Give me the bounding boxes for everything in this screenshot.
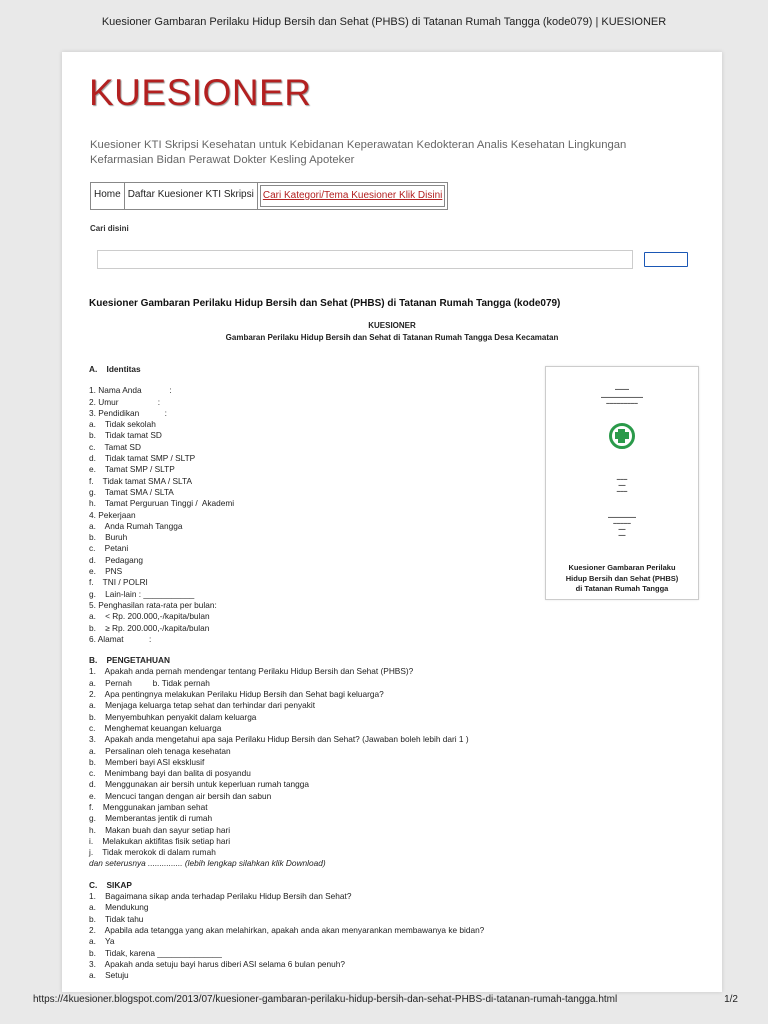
search-label: Cari disini (90, 224, 129, 233)
print-footer (33, 994, 738, 1005)
questionnaire-heading (62, 320, 722, 344)
list-item: j. Tidak merokok di dalam rumah (89, 847, 216, 858)
list-item: b. Buruh (89, 532, 128, 543)
list-item: 4. Pekerjaan (89, 509, 136, 520)
list-item: 3. Apakah anda setuju bayi harus diberi ASI selama 6 bulan penuh? (89, 958, 345, 969)
list-item: i. Melakukan aktifitas fisik setiap hari (89, 835, 231, 846)
section-c-list (89, 891, 669, 981)
thumbnail-caption-line: di Tatanan Rumah Tangga (575, 584, 669, 593)
list-item: f. Tidak tamat SMA / SLTA (89, 475, 192, 486)
list-item: f. Menggunakan jamban sehat (89, 801, 208, 812)
list-item: b. Tidak tahu (89, 913, 144, 924)
list-item: a. Menjaga keluarga tetap sehat dan terhindar dari penyakit (89, 700, 316, 711)
list-item: b. ≥ Rp. 200.000,-/kapita/bulan (89, 622, 210, 633)
blog-title[interactable]: KUESIONER (89, 72, 312, 113)
section-c-title: C. SIKAP (89, 879, 132, 890)
list-item: d. Tidak tamat SMP / SLTP (89, 453, 196, 464)
blog-description: Kuesioner KTI Skripsi Kesehatan untuk Kebidanan Keperawatan Kedokteran Analis Kesehatan Lingkungan Kefarmasian Bidan Perawat Dokter Kesling Apoteker (90, 139, 627, 166)
list-item: 2. Apa pentingnya melakukan Perilaku Hidup Bersih dan Sehat bagi keluarga? (89, 689, 384, 700)
blog-page (62, 52, 722, 992)
print-header: Kuesioner Gambaran Perilaku Hidup Bersih dan Sehat (PHBS) di Tatanan Rumah Tangga (kode079) | KUESIONER (101, 16, 667, 28)
download-note: dan seterusnya ............... (lebih lengkap silahkan klik Download) (89, 858, 326, 869)
nav-list-link[interactable]: Daftar Kuesioner KTI Skripsi (125, 183, 258, 209)
search-input[interactable] (97, 250, 633, 269)
list-item: a. Persalinan oleh tenaga kesehatan (89, 745, 231, 756)
list-item: c. Menghemat keuangan keluarga (89, 722, 222, 733)
section-b-list (89, 666, 669, 858)
nav-home-link[interactable]: Home (91, 183, 125, 209)
list-item: d. Menggunakan air bersih untuk keperluan rumah tangga (89, 779, 310, 790)
list-item: b. Tidak tamat SD (89, 430, 162, 441)
nav-category-link[interactable]: Cari Kategori/Tema Kuesioner Klik Disini (260, 185, 446, 207)
list-item: h. Makan buah dan sayur setiap hari (89, 824, 231, 835)
list-item: a. Pernah b. Tidak pernah (89, 677, 210, 688)
list-item: c. Petani (89, 543, 129, 554)
thumbnail-caption-line: Hidup Bersih dan Sehat (PHBS) (565, 573, 679, 583)
section-b-title: B. PENGETAHUAN (89, 655, 170, 666)
health-logo-icon (609, 423, 635, 449)
questionnaire-heading-subtitle: Gambaran Perilaku Hidup Bersih dan Sehat di Tatanan Rumah Tangga Desa Kecamatan (225, 333, 559, 342)
list-item: e. Mencuci tangan dengan air bersih dan sabun (89, 790, 272, 801)
list-item: g. Memberantas jentik di rumah (89, 813, 213, 824)
thumbnail-caption-line: Kuesioner Gambaran Perilaku (568, 563, 676, 572)
document-thumbnail[interactable]: ▬▬▬▬ ▬▬▬▬▬▬▬▬▬▬▬▬ ▬▬▬▬▬▬▬▬▬ ▬▬▬ ▬▬ ▬▬▬ ▬▬▬▬▬▬▬▬ ▬▬▬▬▬ ▬▬ ▬▬ Kuesioner Gambaran Perilaku Hidup Bersih dan Sehat (PHBS) di Tatanan Rumah Tangga (545, 366, 699, 600)
nav-bar (90, 182, 448, 210)
thumbnail-caption (546, 563, 698, 595)
list-item: 2. Apabila ada tetangga yang akan melahirkan, apakah anda akan menyarankan membawanya ke bidan? (89, 924, 485, 935)
section-a-title: A. Identitas (89, 364, 141, 374)
list-item: g. Lain-lain : ___________ (89, 588, 195, 599)
list-item: a. Ya (89, 936, 115, 947)
list-item: c. Tamat SD (89, 441, 141, 452)
list-item: 3. Apakah anda mengetahui apa saja Perilaku Hidup Bersih dan Sehat? (Jawaban boleh lebih dari 1 ) (89, 734, 469, 745)
list-item: a. Mendukung (89, 902, 149, 913)
list-item: d. Pedagang (89, 554, 143, 565)
list-item: b. Memberi bayi ASI eksklusif (89, 756, 205, 767)
list-item: 2. Umur : (89, 396, 160, 407)
list-item: f. TNI / POLRI (89, 577, 148, 588)
list-item: h. Tamat Perguruan Tinggi / Akademi (89, 498, 235, 509)
list-item: a. Tidak sekolah (89, 419, 156, 430)
list-item: 3. Pendidikan : (89, 407, 167, 418)
post-title[interactable]: Kuesioner Gambaran Perilaku Hidup Bersih dan Sehat (PHBS) di Tatanan Rumah Tangga (kode079) (89, 298, 561, 309)
list-item: 5. Penghasilan rata-rata per bulan: (89, 599, 217, 610)
questionnaire-heading-title: KUESIONER (368, 321, 416, 330)
search-button[interactable] (644, 252, 688, 267)
list-item: a. Anda Rumah Tangga (89, 520, 183, 531)
list-item: 1. Nama Anda : (89, 385, 172, 396)
list-item: 1. Apakah anda pernah mendengar tentang Perilaku Hidup Bersih dan Sehat (PHBS)? (89, 666, 414, 677)
list-item: b. Tidak, karena ______________ (89, 947, 222, 958)
list-item: b. Menyembuhkan penyakit dalam keluarga (89, 711, 257, 722)
list-item: a. < Rp. 200.000,-/kapita/bulan (89, 611, 210, 622)
page-number: 1/2 (724, 994, 738, 1005)
list-item: 1. Bagaimana sikap anda terhadap Perilaku Hidup Bersih dan Sehat? (89, 891, 352, 902)
list-item: e. Tamat SMP / SLTP (89, 464, 175, 475)
list-item: a. Setuju (89, 970, 129, 981)
page-url: https://4kuesioner.blogspot.com/2013/07/kuesioner-gambaran-perilaku-hidup-bersih-dan-sehat-PHBS-di-tatanan-rumah-tangga.html (33, 994, 618, 1005)
list-item: e. PNS (89, 566, 123, 577)
list-item: c. Menimbang bayi dan balita di posyandu (89, 768, 251, 779)
list-item: g. Tamat SMA / SLTA (89, 486, 174, 497)
list-item: 6. Alamat : (89, 633, 152, 644)
